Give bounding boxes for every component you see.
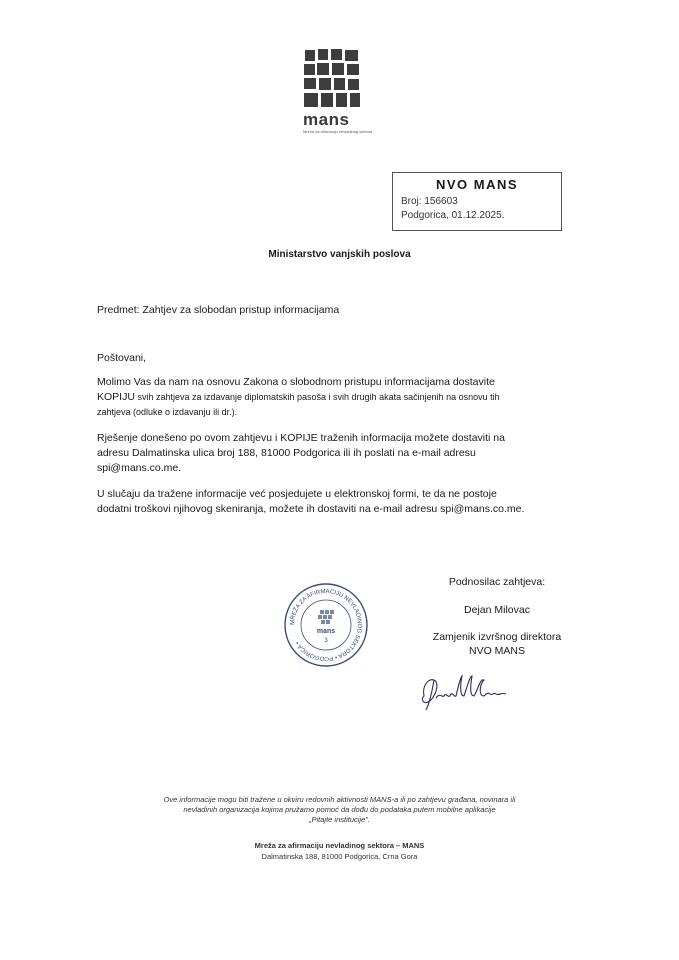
- paragraph-line: [97, 390, 587, 405]
- reference-org: NVO MANS: [435, 177, 519, 192]
- footer-note: [0, 795, 679, 825]
- subject-line: Predmet: Zahtjev za slobodan pristup informacijama: [97, 304, 340, 316]
- mans-logo-icon: [303, 48, 361, 110]
- paragraph-delivery: [97, 431, 587, 476]
- recipient: Ministarstvo vanjskih poslova: [268, 249, 411, 260]
- paragraph-electronic: [97, 487, 587, 517]
- paragraph-request: [97, 375, 587, 420]
- applicant-name: Dejan Milovac: [464, 604, 530, 616]
- paragraph-line: Molimo Vas da nam na osnovu Zakona o slobodnom pristupu informacijama dostavite: [97, 376, 495, 388]
- footer-address: Dalmatinska 188, 81000 Podgorica, Crna Gora: [261, 852, 418, 861]
- applicant-title: Zamjenik izvršnog direktora: [432, 631, 562, 643]
- emphasis-text: KOPIJU: [97, 391, 135, 403]
- greeting: Poštovani,: [97, 352, 147, 364]
- paragraph-line: U slučaju da tražene informacije već posjedujete u elektronskoj formi, te da ne postoje: [97, 488, 497, 500]
- paragraph-line: spi@mans.co.me.: [97, 462, 182, 474]
- handwritten-signature: [414, 668, 532, 714]
- paragraph-text: svih zahtjeva za izdavanje diplomatskih pasoša i svih drugih akata sačinjenih na osnovu tih: [134, 392, 500, 402]
- reference-box: [392, 172, 562, 231]
- official-stamp: [283, 582, 369, 668]
- reference-place-date: Podgorica, 01.12.2025.: [401, 210, 505, 221]
- paragraph-line: dodatni troškovi njihovog skeniranja, možete ih dostaviti na e-mail adresu spi@mans.co.me.: [97, 503, 525, 515]
- paragraph-line: zahtjeva (odluke o izdavanju ili dr.).: [97, 407, 238, 417]
- footer-note-line: nevladinih organizacija kojima pružamo pomoć da dođu do podataka putem mobilne aplikacije: [183, 805, 496, 814]
- logo-wordmark: mans: [303, 110, 350, 129]
- logo-tagline: Mreža za afirmaciju nevladinog sektora: [303, 129, 373, 134]
- footer-note-line: Ove informacije mogu biti tražene u okviru redovnih aktivnosti MANS-a ili po zahtjevu građana, novinara ili: [163, 795, 516, 804]
- paragraph-line: adresu Dalmatinska ulica broj 188, 81000 Podgorica ili ih poslati na e-mail adresu: [97, 447, 476, 459]
- applicant-org: NVO MANS: [468, 645, 525, 657]
- reference-number: Broj: 156603: [401, 196, 458, 207]
- paragraph-line: Rješenje donešeno po ovom zahtjevu i KOPIJE traženih informacija možete dostaviti na: [97, 432, 505, 444]
- applicant-label: Podnosilac zahtjeva:: [448, 576, 546, 588]
- stamp-number: 3: [324, 638, 328, 644]
- footer-org: Mreža za afirmaciju nevladinog sektora – MANS: [254, 841, 425, 850]
- stamp-ring-text: MREŽA ZA AFIRMACIJU NEVLADINOG SEKTORA • PODGORICA •: [289, 588, 363, 662]
- footer-note-line: „Pitajte institucije".: [308, 815, 371, 824]
- stamp-center-text: mans: [316, 628, 336, 635]
